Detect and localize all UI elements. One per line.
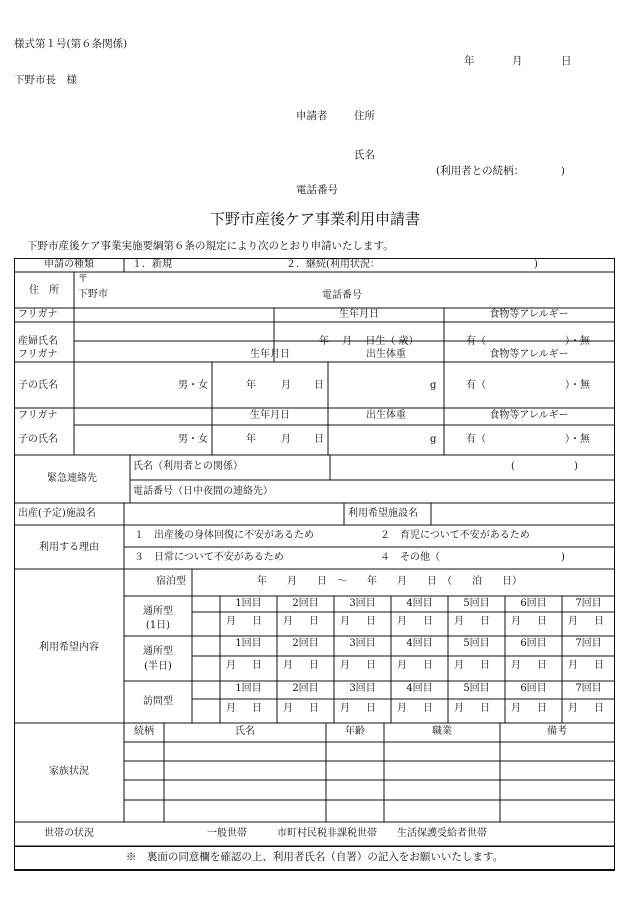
child2-name-label: 子の氏名 (18, 434, 58, 445)
reason-2[interactable]: ２ 育児について不安があるため (380, 530, 530, 541)
day-half-session-day: 日 (480, 660, 490, 671)
mother-allergy-yes[interactable]: 有（ (466, 336, 486, 347)
emergency-paren-open: ( (511, 461, 515, 472)
household-options[interactable]: 一般世帯 市町村民税非課税世帯 生活保護受給者世帯 (207, 828, 487, 839)
visit-session-header: 4回目 (406, 683, 433, 694)
household-label: 世帯の状況 (44, 828, 94, 839)
child2-birth-header: 生年月日 (250, 410, 290, 421)
mother-birth-value: 年 月 日生（ 歳） (319, 336, 419, 347)
relation-note: (利用者との続柄： ) (436, 165, 565, 177)
desired-content-label: 利用希望内容 (39, 642, 99, 653)
request-type-continue[interactable]: ２．継続(利用状況： (286, 259, 380, 270)
day-half-session-header: 1回目 (235, 638, 262, 649)
family-label: 家族状況 (49, 766, 89, 777)
day-half-session-header: 4回目 (406, 638, 433, 649)
visit-session-header: 6回目 (520, 683, 547, 694)
day-full-session-day: 日 (366, 616, 376, 627)
visit-session-day: 日 (252, 703, 262, 714)
day-full-session-header: 3回目 (349, 598, 376, 609)
day-half-session-header: 5回目 (463, 638, 490, 649)
day-half-label-1: 通所型 (143, 646, 173, 657)
address-label: 住 所 (29, 285, 59, 296)
stay-type-dates: 年 月 日 〜 年 月 日 （ 泊 日） (257, 576, 522, 587)
child1-allergy-no[interactable]: ）・無 (565, 380, 590, 391)
child1-furigana-label: フリガナ (18, 349, 58, 360)
child1-allergy-yes[interactable]: 有（ (466, 380, 486, 391)
request-type-new[interactable]: １．新規 (132, 259, 172, 270)
visit-session-day: 日 (480, 703, 490, 714)
child2-allergy-yes[interactable]: 有（ (466, 434, 486, 445)
child2-day: 日 (314, 434, 324, 445)
mother-allergy-header: 食物等アレルギー (489, 309, 569, 320)
mother-birth-header: 生年月日 (339, 309, 379, 320)
form-number: 様式第１号(第６条関係) (14, 38, 128, 50)
day-full-session-month: 月 (511, 616, 521, 627)
visit-session-day: 日 (366, 703, 376, 714)
day-full-session-month: 月 (226, 616, 236, 627)
day-half-session-day: 日 (366, 660, 376, 671)
day-full-session-month: 月 (568, 616, 578, 627)
request-type-close: ) (534, 259, 538, 270)
date-day: 日 (561, 55, 572, 67)
visit-session-header: 2回目 (292, 683, 319, 694)
reason-4-close: ) (561, 552, 565, 563)
reason-1[interactable]: １ 出産後の身体回復に不安があるため (134, 530, 314, 541)
day-full-session-header: 6回目 (520, 598, 547, 609)
day-full-session-header: 5回目 (463, 598, 490, 609)
day-full-session-month: 月 (397, 616, 407, 627)
child1-weight-unit: g (430, 380, 437, 391)
visit-session-day: 日 (423, 703, 433, 714)
day-full-session-day: 日 (480, 616, 490, 627)
day-full-label-1: 通所型 (143, 606, 173, 617)
child2-month: 月 (281, 434, 291, 445)
child2-year: 年 (246, 434, 256, 445)
emergency-label: 緊急連絡先 (47, 473, 97, 484)
visit-session-day: 日 (594, 703, 604, 714)
emergency-name-label: 氏名（利用者との関係） (133, 461, 243, 472)
day-half-session-month: 月 (454, 660, 464, 671)
child2-weight-header: 出生体重 (366, 410, 406, 421)
child1-birth-header: 生年月日 (250, 349, 290, 360)
child1-day: 日 (314, 380, 324, 391)
visit-session-header: 7回目 (575, 683, 602, 694)
day-half-session-month: 月 (283, 660, 293, 671)
address-city: 下野市 (78, 289, 108, 300)
day-full-session-header: 2回目 (292, 598, 319, 609)
reason-4[interactable]: ４ その他（ (380, 552, 440, 563)
visit-session-month: 月 (397, 703, 407, 714)
day-full-session-day: 日 (252, 616, 262, 627)
date-month: 月 (512, 55, 523, 67)
day-full-session-day: 日 (423, 616, 433, 627)
visit-session-day: 日 (537, 703, 547, 714)
day-half-session-header: 3回目 (349, 638, 376, 649)
visit-session-month: 月 (283, 703, 293, 714)
child2-allergy-header: 食物等アレルギー (489, 410, 569, 421)
day-half-session-day: 日 (252, 660, 262, 671)
day-half-session-day: 日 (537, 660, 547, 671)
birth-facility-label: 出産(予定)施設名 (18, 508, 96, 519)
day-half-session-day: 日 (594, 660, 604, 671)
child2-sex[interactable]: 男・女 (178, 434, 208, 445)
day-full-session-header: 1回目 (235, 598, 262, 609)
day-full-session-header: 4回目 (406, 598, 433, 609)
visit-session-header: 5回目 (463, 683, 490, 694)
day-full-session-month: 月 (283, 616, 293, 627)
day-full-session-month: 月 (454, 616, 464, 627)
child2-allergy-no[interactable]: ）・無 (565, 434, 590, 445)
day-half-session-header: 6回目 (520, 638, 547, 649)
day-half-session-month: 月 (340, 660, 350, 671)
day-full-session-header: 7回目 (575, 598, 602, 609)
applicant-label: 申請者 (296, 110, 328, 122)
child1-weight-header: 出生体重 (366, 349, 406, 360)
day-half-session-day: 日 (309, 660, 319, 671)
reason-label: 利用する理由 (39, 542, 99, 553)
family-header-name: 氏名 (235, 726, 255, 737)
reason-3[interactable]: ３ 日常について不安があるため (134, 552, 284, 563)
stay-type-label: 宿泊型 (156, 576, 186, 587)
date-year: 年 (464, 55, 475, 67)
visit-session-month: 月 (511, 703, 521, 714)
day-half-session-month: 月 (397, 660, 407, 671)
day-full-session-month: 月 (340, 616, 350, 627)
family-header-notes: 備考 (547, 726, 567, 737)
notice-box (14, 846, 615, 870)
desired-facility-label: 利用希望施設名 (348, 508, 418, 519)
day-half-label-2: (半日) (144, 661, 172, 672)
child2-weight-unit: g (430, 434, 437, 445)
child1-sex[interactable]: 男・女 (178, 380, 208, 391)
day-full-label-2: (1日) (145, 620, 171, 631)
child1-allergy-header: 食物等アレルギー (489, 349, 569, 360)
emergency-paren-close: ) (574, 461, 578, 472)
day-half-session-header: 2回目 (292, 638, 319, 649)
family-header-job: 職業 (432, 726, 452, 737)
postal-mark: 〒 (78, 274, 88, 285)
child1-month: 月 (281, 380, 291, 391)
name-label: 氏名 (354, 149, 375, 161)
intro-text: 下野市産後ケア事業実施要綱第６条の規定により次のとおり申請いたします。 (27, 240, 394, 252)
family-header-relation: 続柄 (134, 726, 154, 737)
mother-allergy-no[interactable]: ）・無 (565, 336, 590, 347)
visit-session-day: 日 (309, 703, 319, 714)
application-form (14, 258, 615, 871)
visit-session-header: 3回目 (349, 683, 376, 694)
day-half-session-month: 月 (226, 660, 236, 671)
day-half-session-month: 月 (568, 660, 578, 671)
child2-furigana-label: フリガナ (18, 410, 58, 421)
family-header-age: 年齢 (345, 726, 365, 737)
address-phone-label: 電話番号 (322, 290, 362, 301)
day-half-session-month: 月 (511, 660, 521, 671)
visit-type-label: 訪問型 (143, 696, 173, 707)
mother-furigana-label: フリガナ (18, 309, 58, 320)
day-full-session-day: 日 (309, 616, 319, 627)
day-full-session-day: 日 (537, 616, 547, 627)
address-label: 住所 (354, 110, 375, 122)
visit-session-month: 月 (568, 703, 578, 714)
notice-text: ※ 裏面の同意欄を確認の上、利用者氏名（自署）の記入をお願いいたします。 (125, 851, 504, 863)
visit-session-header: 1回目 (235, 683, 262, 694)
child1-year: 年 (246, 380, 256, 391)
child1-name-label: 子の氏名 (18, 380, 58, 391)
visit-session-month: 月 (340, 703, 350, 714)
visit-session-month: 月 (454, 703, 464, 714)
mother-name-label: 産婦氏名 (18, 336, 58, 347)
day-full-session-day: 日 (594, 616, 604, 627)
emergency-phone-label: 電話番号（日中夜間の連絡先） (133, 486, 273, 497)
addressee: 下野市長 様 (14, 74, 77, 86)
request-type-label: 申請の種類 (44, 259, 94, 270)
page-title: 下野市産後ケア事業利用申請書 (209, 210, 420, 228)
day-half-session-day: 日 (423, 660, 433, 671)
phone-label: 電話番号 (296, 184, 338, 196)
visit-session-month: 月 (226, 703, 236, 714)
day-half-session-header: 7回目 (575, 638, 602, 649)
